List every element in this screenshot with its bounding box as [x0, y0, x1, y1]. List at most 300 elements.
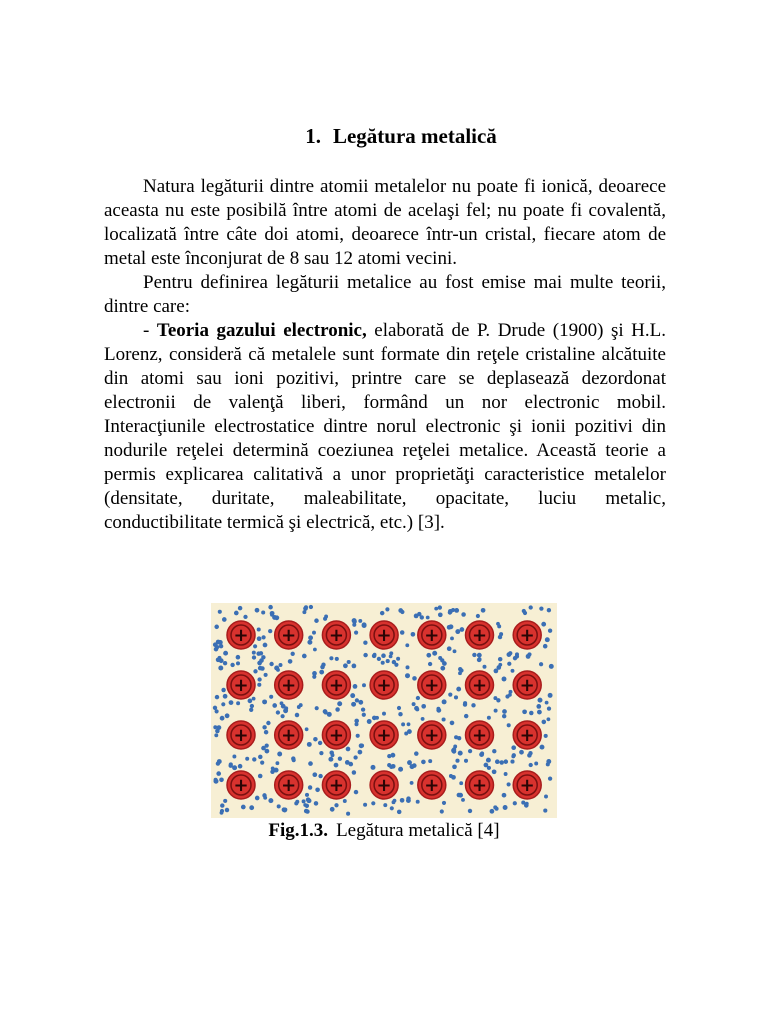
electron-dot [269, 662, 273, 666]
electron-dot [414, 706, 419, 711]
electron-dot [358, 700, 363, 705]
electron-dot [236, 701, 240, 705]
positive-ion [322, 621, 350, 649]
electron-dot [456, 687, 461, 692]
electron-dot [261, 610, 265, 614]
electron-dot [335, 707, 340, 712]
positive-ion [322, 771, 350, 799]
electron-dot [363, 803, 367, 807]
electron-dot [223, 694, 228, 699]
electron-dot [524, 803, 529, 808]
electron-dot [523, 611, 527, 615]
ion-plus-sign: + [519, 675, 535, 696]
electron-dot [547, 706, 551, 710]
electron-dot [487, 716, 491, 720]
electron-dot [213, 642, 218, 647]
electron-dot [545, 637, 550, 642]
electron-dot [312, 671, 317, 676]
electron-dot [213, 725, 217, 729]
electron-dot [318, 774, 322, 778]
electron-dot [250, 704, 254, 708]
electron-dot [319, 670, 324, 675]
electron-dot [513, 656, 517, 660]
electron-dot [442, 717, 446, 721]
electron-dot [221, 688, 225, 692]
electron-dot [314, 801, 319, 806]
ion-plus-sign: + [424, 775, 440, 796]
electron-dot [380, 611, 384, 615]
electron-dot [477, 653, 482, 658]
positive-ion [275, 721, 303, 749]
electron-dot [464, 714, 468, 718]
electron-dot [215, 695, 219, 699]
electron-dot [217, 759, 222, 764]
electron-dot [313, 648, 317, 652]
electron-dot [529, 605, 533, 609]
electron-dot [361, 707, 365, 711]
electron-dot [354, 631, 358, 635]
electron-dot [257, 677, 261, 681]
electron-dot [257, 627, 261, 631]
electron-dot [371, 765, 376, 770]
electron-dot [544, 734, 548, 738]
figure-label: Fig.1.3. [268, 820, 329, 841]
electron-dot [539, 662, 543, 666]
positive-ion [227, 671, 255, 699]
electron-dot [215, 709, 219, 713]
electron-dot [262, 725, 266, 729]
electron-dot [270, 611, 275, 616]
ion-plus-sign: + [328, 725, 344, 746]
electron-dot [261, 655, 265, 659]
electron-dot [452, 764, 457, 769]
electron-dot [271, 766, 275, 770]
electron-dot [243, 615, 247, 619]
electron-dot [219, 644, 223, 648]
electron-dot [324, 615, 328, 619]
electron-dot [405, 673, 410, 678]
electron-dot [510, 760, 514, 764]
electron-dot [305, 804, 309, 808]
electron-dot [295, 800, 299, 804]
ion-plus-sign: + [471, 775, 488, 796]
electron-dot [308, 635, 313, 640]
electron-dot [538, 698, 543, 703]
electron-dot [253, 669, 257, 673]
electron-dot [252, 697, 256, 701]
electron-dot [225, 808, 229, 812]
electron-dot [534, 762, 538, 766]
electron-dot [367, 719, 372, 724]
electron-dot [490, 809, 495, 814]
electron-dot [318, 741, 322, 745]
ion-plus-sign: + [233, 625, 249, 646]
electron-dot [257, 683, 261, 687]
electron-dot [428, 759, 432, 763]
electron-dot [513, 801, 517, 805]
electron-dot [452, 747, 456, 751]
electron-dot [363, 641, 367, 645]
electron-dot [288, 659, 293, 664]
electron-dot [274, 666, 279, 671]
paragraph-electron-gas-theory [104, 319, 666, 535]
electron-dot [252, 651, 256, 655]
electron-dot [358, 750, 363, 755]
electron-dot [256, 651, 261, 656]
electron-dot [546, 717, 550, 721]
electron-dot [307, 742, 312, 747]
electron-dot [238, 606, 243, 611]
electron-dot [327, 712, 332, 717]
electron-dot [502, 709, 507, 714]
electron-dot [479, 752, 484, 757]
electron-dot [396, 657, 400, 661]
positive-ion [418, 721, 446, 749]
electron-dot [432, 651, 437, 656]
electron-dot [346, 812, 350, 816]
ion-plus-sign: + [519, 775, 535, 796]
electron-dot [450, 636, 454, 640]
figure-caption-text: Legătura metalică [4] [336, 820, 500, 841]
electron-dot [455, 629, 460, 634]
electron-dot [461, 798, 465, 802]
electron-dot [258, 755, 263, 760]
electron-dot [334, 763, 339, 768]
electron-dot [312, 631, 316, 635]
electron-dot [352, 770, 356, 774]
electron-dot [385, 607, 389, 611]
electron-dot [265, 749, 270, 754]
electron-dot [279, 663, 283, 667]
electron-dot [315, 788, 320, 793]
electron-dot [216, 657, 221, 662]
electron-dot [453, 649, 457, 653]
theory-description: elaborată de P. Drude (1900) şi H.L. Lorenz, consideră că metalele sunt formate din reţele cristaline alcătuite din atomi sau ioni pozitivi, printre care se deplasează dezordonat electronii de valenţă liberi, formând un nor electronic mobil. Interacţiunile electrostatice dintre norul electronic şi ionii pozitivi din nodurile reţelei determină coeziunea reţelei metalice. Această teorie a permis explicarea calitativă a unor proprietăţi caracteristice metalelor (densitate, duritate, maleabilitate, opacitate, luciu metalic, conductibilitate termică şi electrică, etc.) [3]. [104, 320, 667, 533]
ion-plus-sign: + [281, 625, 297, 646]
electron-dot [412, 763, 417, 768]
theory-name: Teoria gazului electronic, [156, 320, 367, 341]
electron-dot [468, 749, 472, 753]
electron-dot [493, 805, 497, 809]
electron-dot [283, 708, 288, 713]
ion-plus-sign: + [233, 725, 249, 746]
electron-dot [263, 643, 268, 648]
electron-dot [398, 608, 403, 613]
electron-dot [354, 790, 358, 794]
electron-dot [504, 772, 508, 776]
electron-dot [277, 752, 282, 757]
positive-ion [370, 671, 398, 699]
electron-dot [398, 712, 402, 716]
electron-dot [428, 662, 432, 666]
positive-ion [275, 621, 303, 649]
ion-plus-sign: + [281, 775, 297, 796]
electron-dot [447, 646, 452, 651]
electron-dot [314, 618, 319, 623]
ion-plus-sign: + [376, 725, 392, 746]
electron-dot [295, 713, 299, 717]
paragraph-intro: Natura legăturii dintre atomii metalelor nu poate fi ionică, deoarece aceasta nu este posibilă între atomi de acelaşi fel; nu poate fi covalentă, localizată între câte doi atomi, deoarece într-un cristal, fiecare atom de metal este înconjurat de 8 sau 12 atomi vecini. [104, 176, 666, 269]
electron-dot [274, 615, 279, 620]
electron-dot [412, 676, 417, 681]
electron-dot [505, 694, 509, 698]
electron-dot [355, 698, 359, 702]
electron-dot [546, 759, 551, 764]
body-text [104, 175, 666, 535]
electron-dot [448, 692, 452, 696]
electron-dot [248, 699, 253, 704]
electron-dot [219, 777, 224, 782]
positive-ion [466, 771, 494, 799]
electron-dot [312, 772, 317, 777]
electron-dot [218, 666, 223, 671]
electron-dot [389, 651, 393, 655]
electron-dot [494, 669, 499, 674]
electron-dot [266, 721, 270, 725]
electron-dot [358, 619, 362, 623]
electron-dot [220, 803, 224, 807]
section-title: Legătura metalică [332, 124, 497, 148]
electron-dot [268, 605, 273, 610]
electron-dot [548, 693, 553, 698]
electron-dot [454, 608, 459, 613]
electron-dot [232, 765, 237, 770]
electron-dot [390, 806, 394, 810]
electron-dot [225, 713, 230, 718]
electron-dot [303, 606, 308, 611]
electron-dot [252, 655, 256, 659]
electron-dot [471, 703, 475, 707]
electron-dot [305, 793, 309, 797]
electron-dot [416, 696, 420, 700]
electron-dot [255, 608, 260, 613]
electron-dot [405, 643, 409, 647]
electron-dot [436, 707, 440, 711]
positive-ion [322, 671, 350, 699]
electron-dot [252, 757, 256, 761]
electron-dot [302, 654, 307, 659]
electron-dot [315, 706, 319, 710]
electron-dot [387, 754, 391, 758]
electron-dot [438, 656, 442, 660]
electron-dot [338, 757, 342, 761]
electron-dot [352, 618, 357, 623]
ion-plus-sign: + [281, 675, 297, 696]
electron-dot [329, 656, 333, 660]
electron-dot [373, 653, 377, 657]
electron-dot [337, 701, 342, 706]
positive-ion [227, 771, 255, 799]
electron-dot [282, 808, 287, 813]
electron-dot [401, 722, 405, 726]
electron-dot [414, 751, 419, 756]
electron-dot [308, 761, 313, 766]
electron-dot [375, 716, 379, 720]
electron-dot [472, 653, 476, 657]
electron-dot [407, 729, 412, 734]
ion-plus-sign: + [424, 675, 440, 696]
electron-dot [386, 659, 390, 663]
ion-plus-sign: + [471, 675, 488, 696]
electron-dot [352, 664, 357, 669]
electron-dot [389, 765, 393, 769]
electron-dot [334, 803, 338, 807]
electron-dot [258, 774, 263, 779]
ion-plus-sign: + [424, 625, 440, 646]
electron-dot [363, 653, 367, 657]
electron-dot [382, 712, 386, 716]
electron-dot [421, 717, 425, 721]
electron-dot [507, 723, 511, 727]
electron-dot [291, 756, 295, 760]
section-number: 1. [305, 124, 321, 148]
electron-dot [328, 757, 333, 762]
electron-dot [220, 716, 225, 721]
electron-dot [356, 734, 360, 738]
electron-dot [539, 606, 543, 610]
electron-dot [214, 625, 219, 630]
positive-ion [227, 721, 255, 749]
electron-dot [354, 722, 358, 726]
electron-dot [220, 811, 224, 815]
electron-dot [229, 700, 234, 705]
electron-dot [529, 763, 533, 767]
positive-ion [227, 621, 255, 649]
electron-dot [321, 663, 325, 667]
positive-ion [513, 621, 541, 649]
positive-ion [466, 621, 494, 649]
electron-dot [487, 766, 491, 770]
electron-dot [406, 796, 410, 800]
electron-dot [223, 799, 227, 803]
ion-plus-sign: + [424, 725, 440, 746]
electron-dot [272, 703, 277, 708]
positive-ion [466, 721, 494, 749]
electron-dot [543, 644, 548, 649]
electron-dot [280, 701, 284, 705]
electron-dot [511, 745, 516, 750]
electron-dot [406, 665, 410, 669]
electron-dot [362, 622, 367, 627]
electron-dot [410, 781, 414, 785]
electron-dot [481, 608, 486, 613]
electron-dot [468, 809, 472, 813]
electron-dot [522, 709, 527, 714]
electron-dot [442, 699, 447, 704]
electron-dot [277, 804, 281, 808]
electron-dot [309, 605, 313, 609]
electron-dot [448, 610, 452, 614]
electron-dot [407, 722, 411, 726]
electron-dot [345, 760, 350, 765]
electron-dot [438, 605, 442, 609]
ion-plus-sign: + [376, 675, 392, 696]
electron-dot [393, 799, 397, 803]
electron-dot [236, 661, 240, 665]
electron-dot [478, 657, 482, 661]
ion-plus-sign: + [471, 625, 488, 646]
electron-dot [297, 705, 301, 709]
electron-dot [541, 622, 546, 627]
electron-dot [398, 767, 403, 772]
electron-dot [440, 666, 445, 671]
electron-dot [241, 805, 246, 810]
electron-dot [397, 706, 401, 710]
positive-ion [322, 721, 350, 749]
positive-ion [370, 771, 398, 799]
ion-plus-sign: + [328, 625, 344, 646]
electron-dot [255, 796, 260, 801]
ion-plus-sign: + [376, 775, 392, 796]
positive-ion [466, 671, 494, 699]
electron-dot [400, 630, 405, 635]
electron-dot [440, 809, 444, 813]
electron-dot [461, 612, 466, 617]
electron-dot [214, 733, 218, 737]
electron-dot [249, 708, 253, 712]
ion-plus-sign: + [519, 725, 535, 746]
electron-dot [218, 610, 222, 614]
electron-dot [486, 758, 491, 763]
electron-dot [265, 743, 269, 747]
electron-dot [245, 757, 249, 761]
electron-dot [459, 781, 463, 785]
metallic-lattice-illustration [211, 603, 557, 818]
electron-dot [509, 690, 513, 694]
electron-dot [214, 778, 218, 782]
electron-dot [548, 629, 552, 633]
electron-dot [313, 737, 318, 742]
electron-dot [381, 661, 385, 665]
electron-dot [304, 809, 309, 814]
electron-dot [221, 702, 225, 706]
electron-dot [353, 755, 357, 759]
electron-dot [236, 655, 241, 660]
electron-dot [503, 805, 508, 810]
figure-caption [0, 820, 768, 842]
ion-plus-sign: + [376, 625, 392, 646]
electron-dot [308, 785, 312, 789]
electron-dot [536, 704, 541, 709]
electron-dot [512, 753, 516, 757]
electron-dot [527, 652, 531, 656]
electron-dot [502, 714, 506, 718]
electron-dot [496, 622, 500, 626]
electron-dot [411, 632, 416, 637]
electron-dot [502, 677, 507, 682]
paragraph-theories: Pentru definirea legăturii metalice au fost emise mai multe teorii, dintre care: [104, 272, 666, 317]
electron-dot [519, 750, 524, 755]
electron-dot [508, 651, 512, 655]
electron-dot [269, 695, 273, 699]
electron-dot [458, 793, 463, 798]
electron-dot [362, 683, 366, 687]
electron-dot [529, 711, 534, 716]
electron-dot [494, 709, 498, 713]
electron-dot [460, 627, 465, 632]
ion-plus-sign: + [471, 725, 488, 746]
electron-dot [421, 704, 426, 709]
electron-dot [434, 607, 438, 611]
electron-dot [234, 611, 239, 616]
electron-dot [499, 632, 503, 636]
electron-dot [268, 798, 273, 803]
electron-dot [249, 805, 254, 810]
electron-dot [381, 653, 386, 658]
electron-dot [463, 702, 467, 706]
electron-dot [264, 673, 268, 677]
electron-dot [260, 760, 264, 764]
